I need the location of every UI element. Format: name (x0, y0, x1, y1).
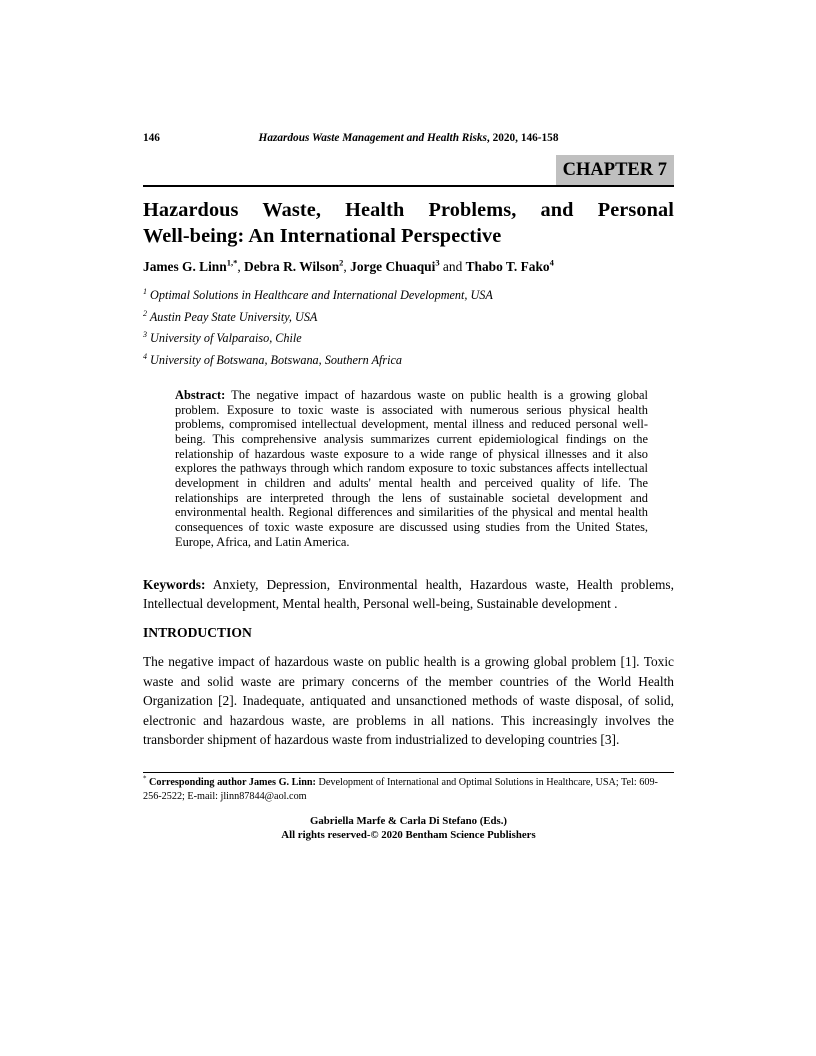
author: Jorge Chuaqui$^3$ and (350, 257, 466, 274)
affiliation (143, 285, 674, 307)
affiliation (143, 307, 674, 329)
keywords-label: Keywords: (143, 577, 206, 593)
author: Debra R. Wilson$^2$, (244, 257, 351, 274)
footnote-text: Development of International and Optimal Solutions in Healthcare, USA; Tel: 609-256-2522; E-mail: jlinn87844@aol.com (143, 776, 658, 802)
section-heading-introduction: INTRODUCTION (143, 625, 252, 641)
affiliation (143, 328, 674, 350)
footnote-marker: * (143, 774, 147, 783)
author-affiliation-marker: 4 (549, 257, 554, 268)
introduction-paragraph: The negative impact of hazardous waste on public health is a growing global problem [1]. Toxic waste and solid waste are primary concerns of the member countries of the World Health Organization [2]. Inadequate, antiquated and unsanctioned methods of waste disposal, of solid, electronic and hazardous waste, are problems in all nations. This increasingly involves the transborder shipment of hazardous waste from industrialized to developing countries [3]. (143, 654, 674, 748)
running-title-journal: Hazardous Waste Management and Health Risks (258, 132, 487, 144)
affiliation-text: University of Botswana, Botswana, Southern Africa (150, 352, 403, 367)
affiliation-text: University of Valparaiso, Chile (150, 331, 302, 345)
author: James G. Linn$^{1,*}$, (143, 257, 245, 274)
running-title (143, 131, 674, 146)
running-header (143, 131, 674, 146)
abstract-text: The negative impact of hazardous waste on public health is a growing global problem. Exposure to toxic waste is associated with numerous serious physical health problems, compromised intellectual development, mental illness and reduced personal well-being. This comprehensive analysis summarizes current epidemiological findings on the relationship of hazardous waste exposure to a wide range of physical illnesses and it also explores the pathways through which random exposure to toxic substances affects intellectual development in children and adults' mental health and perceived quality of life. The relationships are interpreted through the lens of sustainable societal development and environmental health. Regional differences and similarities of the physical and mental health consequences of toxic waste exposure are discussed using studies from the United States, Europe, Africa, and Latin America. (175, 388, 648, 549)
author-affiliation-marker: 1,* (226, 257, 238, 268)
affiliation-text: Austin Peay State University, USA (149, 309, 318, 324)
author-affiliation-marker: 3 (435, 257, 440, 268)
affiliation-marker: 4 (143, 351, 147, 361)
chapter-title (143, 197, 674, 249)
running-title-suffix: , 2020, 146-158 (486, 132, 559, 144)
keywords-block (143, 575, 674, 613)
chapter-title-line2: Well-being: An International Perspective (143, 225, 502, 247)
keywords-text: Anxiety, Depression, Environmental health, Hazardous waste, Health problems, Intellectual development, Mental health, Personal well-being, Sustainable development . (143, 577, 674, 612)
footnote-label: Corresponding author James G. Linn: (146, 776, 316, 788)
affiliation-marker: 1 (143, 286, 147, 296)
page-number: 146 (143, 132, 160, 144)
copyright-line: All rights reserved-© 2020 Bentham Science Publishers (281, 828, 536, 841)
authors-line (143, 258, 674, 276)
corresponding-author-footnote (143, 772, 674, 804)
chapter-title-line1: Hazardous Waste, Health Problems, and Personal (143, 199, 674, 221)
affiliation-text: Optimal Solutions in Healthcare and International Development, USA (150, 288, 493, 302)
affiliation (143, 350, 674, 372)
editors-line: Gabriella Marfe & Carla Di Stefano (Eds.) (309, 814, 507, 827)
chapter-rule-row (143, 155, 674, 187)
affiliation-marker: 2 (143, 308, 147, 318)
author-affiliation-marker: 2 (339, 257, 344, 268)
chapter-badge: CHAPTER 7 (556, 155, 674, 185)
publisher-credits (143, 814, 674, 842)
affiliation-marker: 3 (143, 329, 147, 339)
abstract-block (175, 388, 648, 549)
abstract-label: Abstract: (175, 388, 226, 402)
author: Thabo T. Fako$^4$ (465, 257, 554, 274)
affiliations-list (143, 285, 674, 371)
